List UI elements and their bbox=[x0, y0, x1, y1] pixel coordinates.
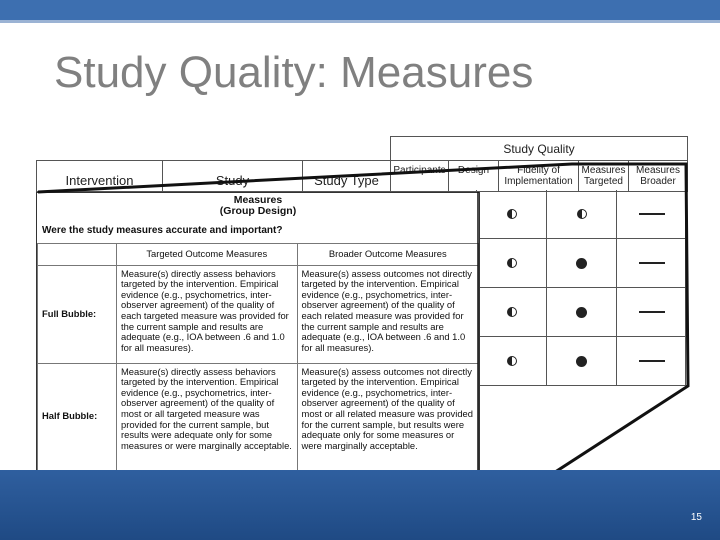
panel-question: Were the study measures accurate and important? bbox=[42, 225, 283, 236]
rating-cell bbox=[547, 239, 617, 288]
rubric-broader-text: Measure(s) assess outcomes not directly targeted by the intervention. Empirical evidence (e.g., psychometrics, inter-observer agreement) of the quality of each related measure was provided for the current sample and results are adequate (e.g., IOA between .6 and 1.0 for all measures). bbox=[297, 265, 478, 363]
dash-icon bbox=[639, 262, 665, 264]
rubric-label: Half Bubble: bbox=[38, 363, 117, 470]
rubric-header-targeted: Targeted Outcome Measures bbox=[117, 244, 298, 266]
half-bubble-icon bbox=[577, 209, 587, 219]
rubric-row-full bbox=[38, 265, 479, 363]
column-design: Design bbox=[449, 161, 499, 191]
rubric-header-row bbox=[38, 244, 479, 266]
full-bubble-icon bbox=[576, 258, 587, 269]
rubric-broader-text: Measure(s) assess outcomes not directly targeted by the intervention. Empirical evidence (e.g., psychometrics, inter-observer agreement) of the quality of most or all related measure was provided for the current sample, but results were adequate only for some measures or were marginally acceptable. bbox=[297, 363, 478, 470]
panel-title: Measures bbox=[233, 194, 283, 206]
slide-title: Study Quality: Measures bbox=[54, 48, 534, 97]
dash-icon bbox=[639, 311, 665, 313]
rating-cell bbox=[477, 239, 547, 288]
column-study: Study bbox=[163, 161, 303, 191]
half-bubble-icon bbox=[507, 258, 517, 268]
rubric-header-broader: Broader Outcome Measures bbox=[297, 244, 478, 266]
dash-icon bbox=[639, 213, 665, 215]
study-quality-column-row bbox=[36, 160, 688, 192]
top-accent-bar bbox=[0, 0, 720, 20]
panel-subtitle: (Group Design) bbox=[219, 205, 297, 217]
page-number: 15 bbox=[690, 512, 702, 523]
rubric-empty-header bbox=[38, 244, 117, 266]
rubric-targeted-text: Measure(s) directly assess behaviors targeted by the intervention. Empirical evidence (e.g., psychometrics, inter-observer agreement) of the quality of each targeted measure was provided for the current sample and results are adequate (e.g., IOA between .6 and 1.0 for all measures). bbox=[117, 265, 298, 363]
column-intervention: Intervention bbox=[37, 161, 163, 191]
rating-cell bbox=[477, 288, 547, 337]
rating-cell bbox=[617, 190, 687, 239]
full-bubble-icon bbox=[576, 356, 587, 367]
half-bubble-icon bbox=[507, 356, 517, 366]
dash-icon bbox=[639, 360, 665, 362]
rating-cell bbox=[617, 288, 687, 337]
rubric-label: Full Bubble: bbox=[38, 265, 117, 363]
rating-cell bbox=[477, 337, 547, 386]
rating-cell bbox=[547, 190, 617, 239]
rating-cell bbox=[477, 190, 547, 239]
column-fidelity: Fidelity of Implementation bbox=[499, 161, 579, 191]
rating-cell bbox=[547, 337, 617, 386]
column-measures-targeted: Measures Targeted bbox=[579, 161, 629, 191]
column-participants: Participants bbox=[391, 161, 449, 191]
rating-cell bbox=[617, 337, 687, 386]
column-study-type: Study Type bbox=[303, 161, 391, 191]
study-quality-header: Study Quality bbox=[390, 136, 688, 161]
top-accent-line bbox=[0, 20, 720, 23]
half-bubble-icon bbox=[507, 307, 517, 317]
full-bubble-icon bbox=[576, 307, 587, 318]
rating-cell bbox=[617, 239, 687, 288]
rubric-targeted-text: Measure(s) directly assess behaviors targeted by the intervention. Empirical evidence (e.g., psychometrics, inter-observer agreement) of the quality of most or all targeted measure was provided for the current sample, but results were adequate only for some measures or were marginally acceptable. bbox=[117, 363, 298, 470]
rating-cell bbox=[547, 288, 617, 337]
bottom-accent-bar bbox=[0, 470, 720, 540]
half-bubble-icon bbox=[507, 209, 517, 219]
study-quality-ratings-grid bbox=[476, 190, 686, 386]
column-measures-broader: Measures Broader bbox=[636, 165, 680, 187]
rubric-row-half bbox=[38, 363, 479, 470]
